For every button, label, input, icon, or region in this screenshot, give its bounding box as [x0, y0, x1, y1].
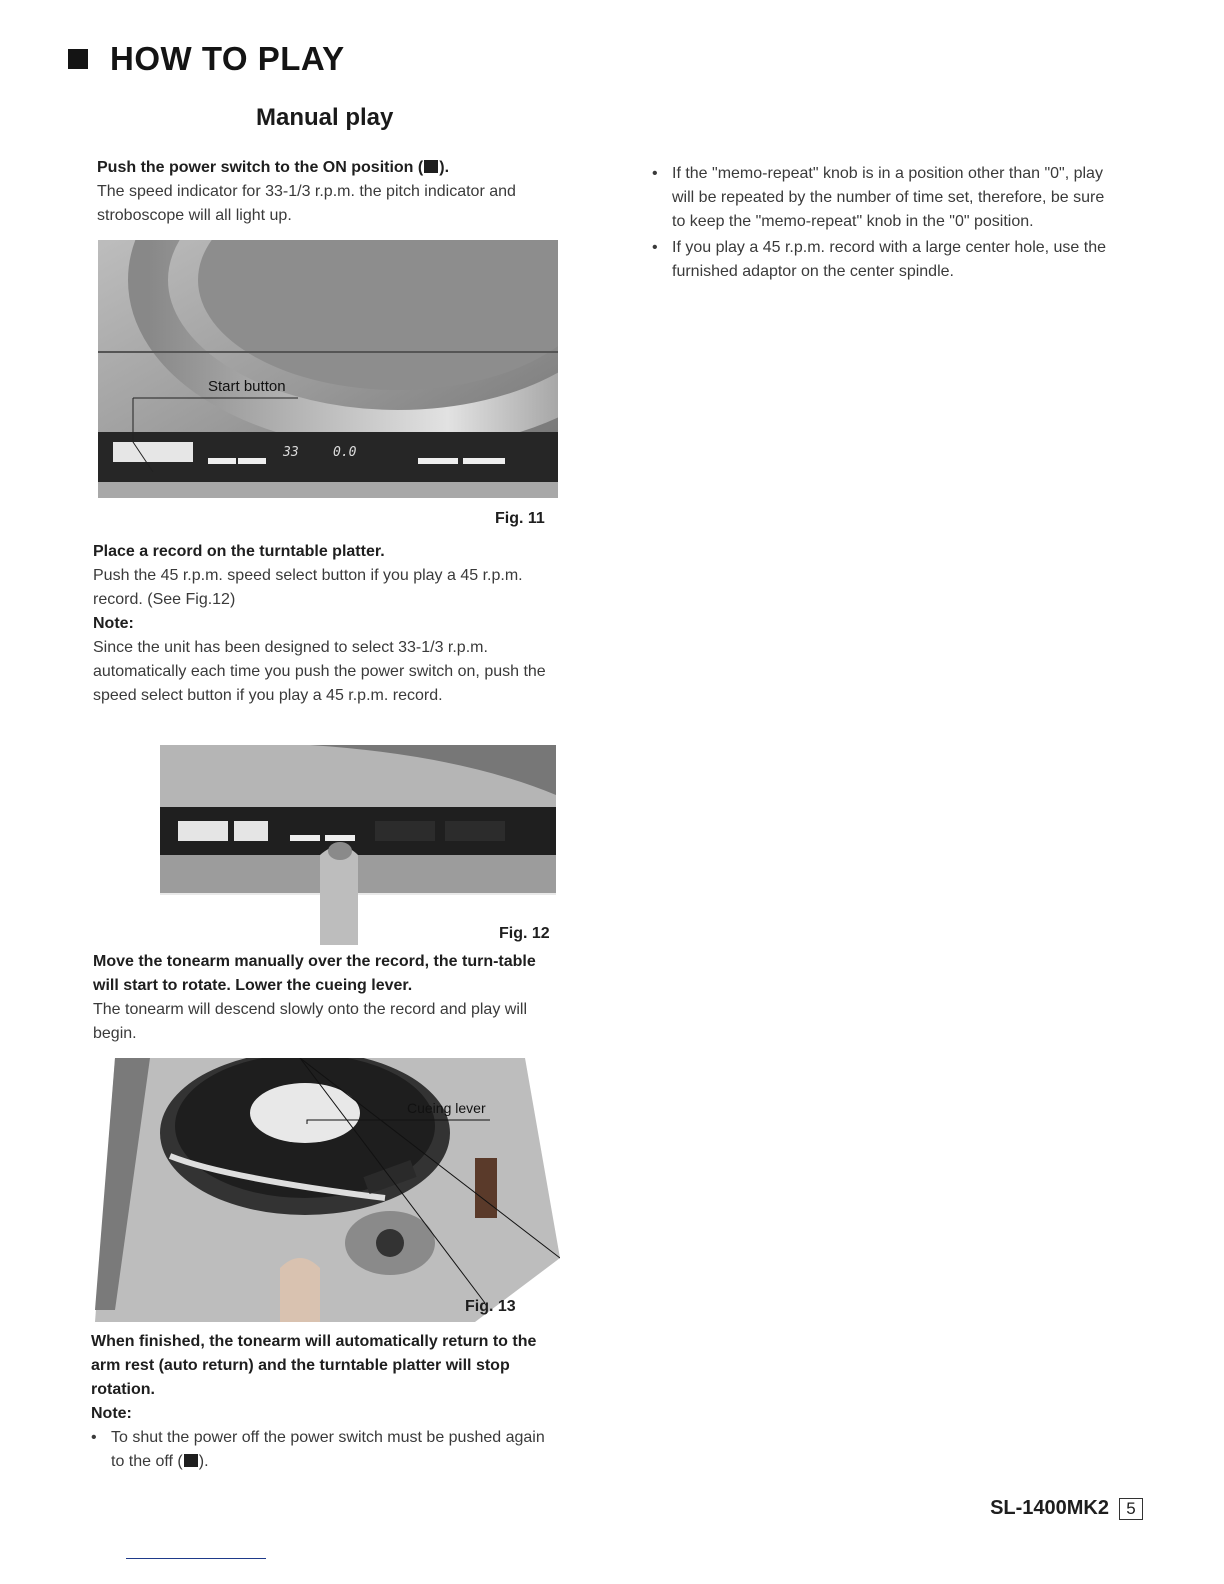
step3-block — [93, 950, 563, 1046]
step2-block — [93, 540, 563, 708]
note-text: Since the unit has been designed to select 33-1/3 r.p.m. automatically each time you push the power switch on, push the speed select button if you play a 45 r.p.m. record. — [93, 639, 546, 704]
square-bullet-icon — [68, 49, 88, 69]
step1-heading: Push the power switch to the ON position ( ). — [97, 159, 450, 176]
step4-block — [91, 1330, 561, 1474]
step2-text: Push the 45 r.p.m. speed select button if you play a 45 r.p.m. record. (See Fig.12) — [93, 567, 523, 608]
page-footer — [990, 1497, 1143, 1520]
page-number: 5 — [1119, 1498, 1143, 1520]
note2-bullet: • To shut the power off the power switch must be pushed again to the off ( ). — [91, 1426, 561, 1474]
note-label: Note: — [93, 615, 134, 632]
adaptor-bullet: • If you play a 45 r.p.m. record with a large center hole, use the furnished adaptor on the center spindle. — [652, 236, 1117, 284]
power-symbol-icon — [184, 1454, 198, 1467]
fig12-caption: Fig. 12 — [499, 925, 550, 942]
model-number: SL-1400MK2 — [990, 1497, 1109, 1519]
section-title — [68, 40, 345, 78]
section-title-text: HOW TO PLAY — [110, 40, 345, 77]
power-symbol-icon — [424, 160, 438, 173]
memo-repeat-bullet: • If the "memo-repeat" knob is in a position other than "0", play will be repeated by the number of time set, therefore, be sure to keep the "memo-repeat" knob in the "0" position. — [652, 162, 1117, 234]
fig11-photo — [98, 240, 558, 498]
fig13-callout: Cueing lever — [407, 1100, 486, 1116]
right-column — [652, 162, 1117, 284]
step4-heading: When finished, the tonearm will automatically return to the arm rest (auto return) and the turntable platter will stop rotation. — [91, 1333, 537, 1398]
note2-label: Note: — [91, 1405, 132, 1422]
step3-heading: Move the tonearm manually over the record, the turn-table will start to rotate. Lower the cueing lever. — [93, 953, 536, 994]
fig11-pitch-display: 0.0 — [333, 445, 357, 460]
step1-block — [97, 156, 567, 228]
fig13-caption: Fig. 13 — [465, 1298, 516, 1315]
step1-text: The speed indicator for 33-1/3 r.p.m. the pitch indicator and stroboscope will all light up. — [97, 183, 516, 224]
step3-text: The tonearm will descend slowly onto the record and play will begin. — [93, 1001, 527, 1042]
subsection-title: Manual play — [256, 104, 394, 131]
fig11-caption: Fig. 11 — [495, 510, 545, 527]
fig13-photo — [95, 1058, 560, 1322]
fig11-callout: Start button — [208, 378, 286, 395]
fig12-photo — [160, 745, 556, 945]
step2-heading: Place a record on the turntable platter. — [93, 543, 385, 560]
footer-divider — [126, 1558, 266, 1559]
fig11-speed-display: 33 — [283, 445, 299, 460]
